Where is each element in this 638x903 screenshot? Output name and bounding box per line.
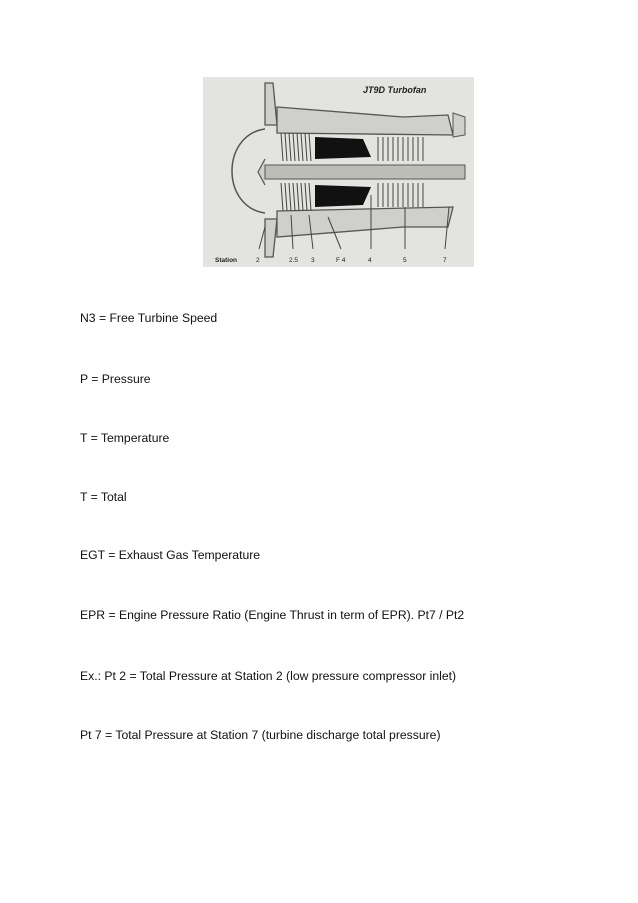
example-pt7: Pt 7 = Total Pressure at Station 7 (turbine discharge total pressure) xyxy=(80,728,441,742)
engine-diagram xyxy=(203,77,474,267)
definition-total: T = Total xyxy=(80,490,127,504)
station-number: 4 xyxy=(368,257,372,264)
station-number: 7 xyxy=(443,257,447,264)
jt9d-cross-section xyxy=(203,77,474,267)
station-number: F 4 xyxy=(336,257,346,264)
station-number: 3 xyxy=(311,257,315,264)
station-number: 5 xyxy=(403,257,407,264)
definition-temperature: T = Temperature xyxy=(80,431,170,445)
example-pt2: Ex.: Pt 2 = Total Pressure at Station 2 (low pressure compressor inlet) xyxy=(80,669,457,683)
definition-egt: EGT = Exhaust Gas Temperature xyxy=(80,548,261,562)
definition-epr: EPR = Engine Pressure Ratio (Engine Thrust in term of EPR). Pt7 / Pt2 xyxy=(80,608,465,622)
station-number: 2 xyxy=(256,257,260,264)
definition-n3: N3 = Free Turbine Speed xyxy=(80,311,218,325)
station-number: 2.5 xyxy=(289,257,299,264)
engine-shaft xyxy=(265,165,465,179)
station-label: Station xyxy=(215,257,238,264)
diagram-title: JT9D Turbofan xyxy=(363,85,427,95)
exhaust-upper xyxy=(453,113,465,137)
definition-pressure: P = Pressure xyxy=(80,372,151,386)
